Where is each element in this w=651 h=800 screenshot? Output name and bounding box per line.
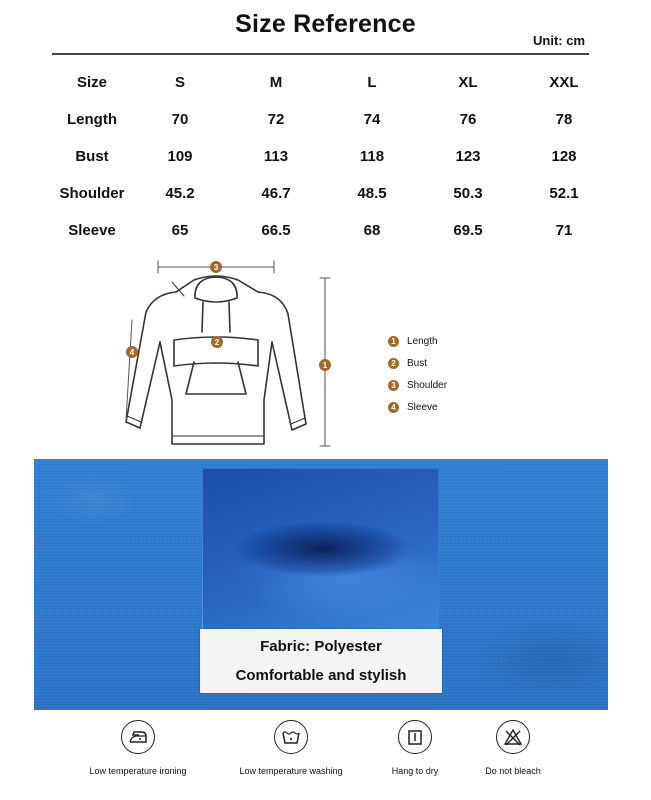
table-cell: 46.7 <box>261 185 291 202</box>
svg-text:2: 2 <box>214 338 220 347</box>
table-header-cell: XXL <box>549 74 579 91</box>
measure-marker-3 <box>210 261 222 273</box>
table-cell: 123 <box>455 148 481 165</box>
table-row <box>52 212 612 249</box>
table-cell: 74 <box>363 111 381 128</box>
table-cell: 113 <box>263 148 289 165</box>
fabric-photo <box>34 459 608 710</box>
table-cell: Sleeve <box>68 222 116 239</box>
no-bleach-icon <box>496 720 530 754</box>
table-row <box>52 175 612 212</box>
table-cell: 70 <box>171 111 189 128</box>
table-cell: 72 <box>267 111 285 128</box>
measure-marker-4 <box>126 346 138 358</box>
care-label: Low temperature ironing <box>89 766 187 776</box>
table-cell: Length <box>67 111 117 128</box>
measure-marker-2 <box>211 336 223 348</box>
table-cell: 69.5 <box>453 222 483 239</box>
hoodie-outline-icon <box>96 250 341 450</box>
table-cell: 71 <box>555 222 573 239</box>
number-badge: 2 <box>388 358 399 369</box>
table-cell: 66.5 <box>261 222 291 239</box>
care-label: Low temperature washing <box>239 766 343 776</box>
measure-marker-1 <box>319 359 331 371</box>
hang-dry-icon <box>398 720 432 754</box>
table-cell: Bust <box>75 148 109 165</box>
legend-item-bust <box>388 352 447 374</box>
legend-item-length <box>388 330 447 352</box>
table-cell: 109 <box>167 148 193 165</box>
table-header-cell: Size <box>76 74 107 91</box>
table-cell: 50.3 <box>453 185 483 202</box>
care-label: Hang to dry <box>391 766 439 776</box>
table-cell: 118 <box>359 148 385 165</box>
table-header-cell: M <box>269 74 283 91</box>
legend-item-shoulder <box>388 374 447 396</box>
table-header-cell: XL <box>458 74 478 91</box>
table-row <box>52 138 612 175</box>
table-cell: 65 <box>171 222 189 239</box>
care-item-no-bleach <box>438 720 588 776</box>
svg-text:3: 3 <box>213 263 219 272</box>
page-title: Size Reference <box>235 10 416 38</box>
fabric-closeup <box>202 469 439 629</box>
table-cell: 45.2 <box>165 185 195 202</box>
number-badge: 4 <box>388 402 399 413</box>
legend-label: Sleeve <box>407 401 438 413</box>
iron-icon <box>121 720 155 754</box>
table-cell: 78 <box>555 111 573 128</box>
hoodie-diagram <box>96 250 341 450</box>
legend-label: Length <box>407 335 438 347</box>
care-instructions <box>0 720 651 780</box>
table-cell: 76 <box>459 111 477 128</box>
table-cell: 68 <box>363 222 381 239</box>
number-badge: 1 <box>388 336 399 347</box>
measurement-legend <box>388 330 447 418</box>
table-cell: 48.5 <box>357 185 387 202</box>
table-header-cell: S <box>174 74 185 91</box>
table-cell: 52.1 <box>549 185 579 202</box>
legend-label: Shoulder <box>407 379 448 391</box>
svg-text:4: 4 <box>129 348 135 357</box>
svg-text:1: 1 <box>322 361 328 370</box>
wash-icon <box>274 720 308 754</box>
size-table <box>52 64 612 249</box>
legend-item-sleeve <box>388 396 447 418</box>
table-cell: 128 <box>551 148 577 165</box>
fabric-material: Fabric: Polyester <box>260 638 382 655</box>
fabric-info-box <box>200 629 442 693</box>
number-badge: 3 <box>388 380 399 391</box>
title-divider <box>52 53 589 55</box>
table-row <box>52 101 612 138</box>
legend-label: Bust <box>407 357 428 369</box>
table-header-row <box>52 64 612 101</box>
care-item-ironing <box>63 720 213 776</box>
care-label: Do not bleach <box>485 766 541 776</box>
unit-label: Unit: cm <box>533 33 585 48</box>
table-cell: Shoulder <box>59 185 125 202</box>
fabric-tagline: Comfortable and stylish <box>235 667 407 684</box>
table-header-cell: L <box>367 74 377 91</box>
